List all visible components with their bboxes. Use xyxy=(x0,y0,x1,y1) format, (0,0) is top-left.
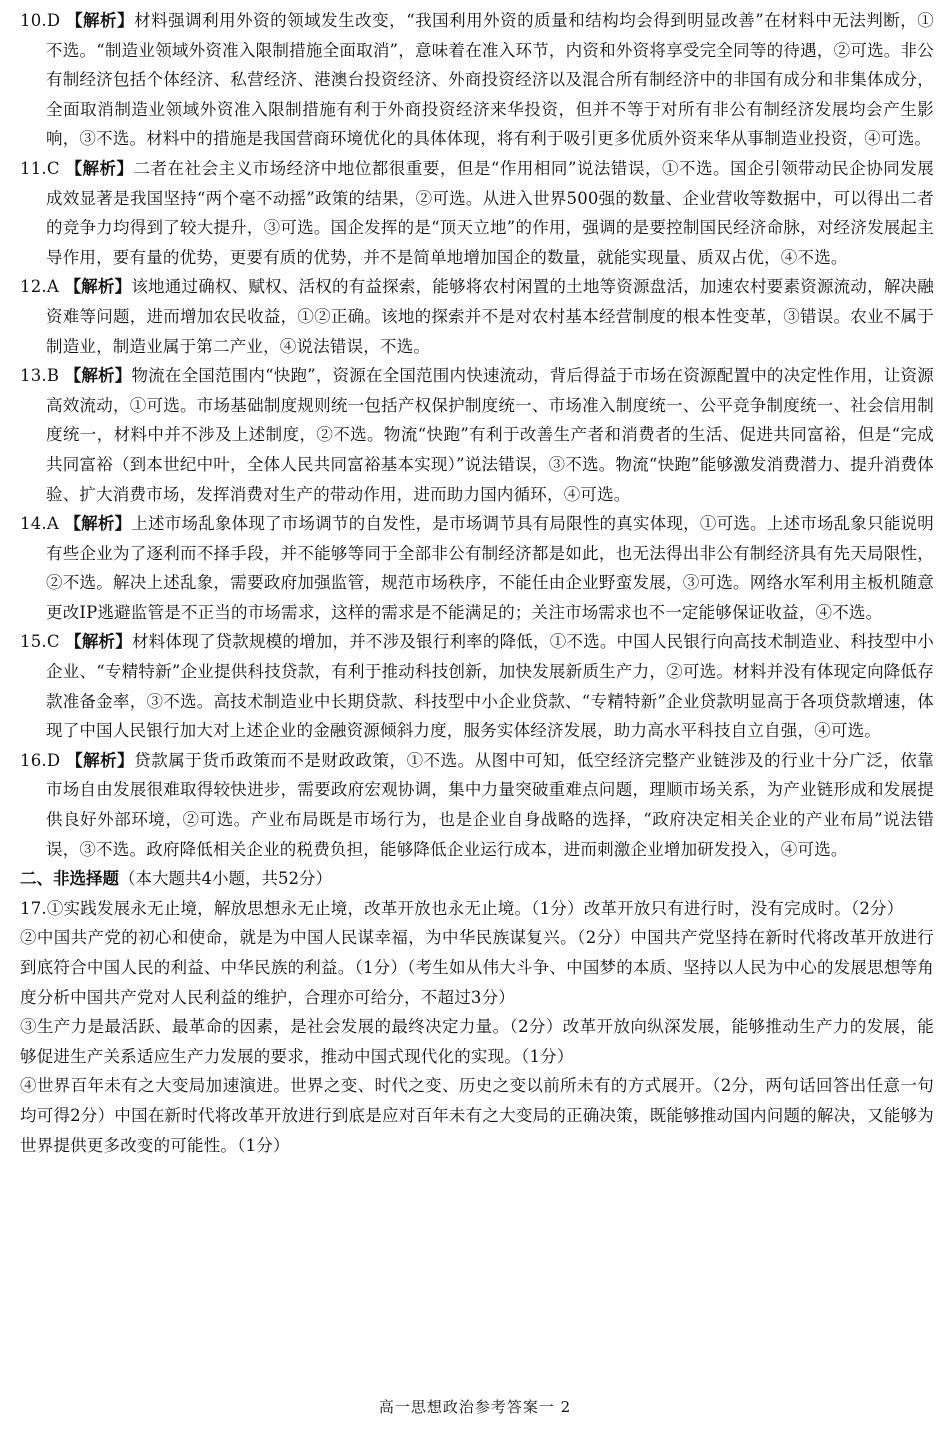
analysis-tag: 【解析】 xyxy=(64,366,132,386)
answer-item-11 xyxy=(20,154,934,272)
section-title: 二、非选择题 xyxy=(20,869,119,889)
q17-paragraph-1: 17.①实践发展永无止境，解放思想永无止境，改革开放也永无止境。（1分）改革开放只有进行时，没有完成时。（2分） xyxy=(20,898,904,918)
answer-number: 11.C xyxy=(20,158,60,178)
analysis-tag: 【解析】 xyxy=(64,514,132,534)
q17-paragraph-3: ③生产力是最活跃、最革命的因素，是社会发展的最终决定力量。（2分）改革开放向纵深发展，能够推动生产力的发展，能够促进生产关系适应生产力发展的要求，推动中国式现代化的实现。（1分） xyxy=(20,1017,934,1066)
answer-text: 物流在全国范围内“快跑”，资源在全国范围内快速流动，背后得益于市场在资源配置中的决定性作用，让资源高效流动，①可选。市场基础制度规则统一包括产权保护制度统一、市场准入制度统一、公平竞争制度统一、社会信用制度统一，材料中并不涉及上述制度，②不选。物流“快跑”有利于改善生产者和消费者的生活、促进共同富裕，但是“完成共同富裕（到本世纪中叶，全体人民共同富裕基本实现）”说法错误，③不选。物流“快跑”能够激发消费潜力、提升消费体验、扩大消费市场，发挥消费对生产的带动作用，进而助力国内循环，④可选。 xyxy=(46,366,934,504)
analysis-tag: 【解析】 xyxy=(65,158,134,178)
answer-number: 13.B xyxy=(20,366,60,386)
answer-number: 10.D xyxy=(20,11,61,30)
answer-item-14 xyxy=(20,509,934,627)
q17-paragraph-4: ④世界百年未有之大变局加速演进。世界之变、时代之变、历史之变以前所未有的方式展开。（2分，两句话回答出任意一句均可得2分）中国在新时代将改革开放进行到底是应对百年未有之大变局的正确决策，既能够推动国内问题的解决，又能够为世界提供更多改变的可能性。（1分） xyxy=(20,1076,934,1155)
analysis-tag: 【解析】 xyxy=(65,632,132,652)
answer-text: 材料强调利用外资的领域发生改变，“我国利用外资的质量和结构均会得到明显改善”在材料中无法判断，①不选。“制造业领域外资准入限制措施全面取消”，意味着在准入环节，内资和外资将享受完全同等的待遇，②可选。非公有制经济包括个体经济、私营经济、港澳台投资经济、外商投资经济以及混合所有制经济中的非国有成分和非集体成分，全面取消制造业领域外资准入限制措施有利于外商投资经济来华投资，但并不等于对所有非公有制经济发展均会产生影响，③不选。材料中的措施是我国营商环境优化的具体体现，将有利于吸引更多优质外资来华从事制造业投资，④可选。 xyxy=(46,11,934,149)
answer-text: 二者在社会主义市场经济中地位都很重要，但是“作用相同”说法错误，①不选。国企引领带动民企协同发展成效显著是我国坚持“两个毫不动摇”政策的结果，②可选。从进入世界500强的数量、企业营收等数据中，可以得出二者的竞争力均得到了较大提升，③可选。国企发挥的是“顶天立地”的作用，强调的是要控制国民经济命脉，对经济发展起主导作用，要有量的优势，更要有质的优势，并不是简单地增加国企的数量，就能实现量、质双占优，④不选。 xyxy=(46,158,934,267)
answer-item-17 xyxy=(20,894,934,1160)
section-note: （本大题共4小题，共52分） xyxy=(119,869,332,889)
answer-item-12 xyxy=(20,272,934,361)
analysis-tag: 【解析】 xyxy=(64,277,132,297)
analysis-tag: 【解析】 xyxy=(66,750,135,770)
answer-text: 该地通过确权、赋权、活权的有益探索，能够将农村闲置的土地等资源盘活，加速农村要素资源流动，解决融资难等问题，进而增加农民收益，①②正确。该地的探索并不是对农村基本经营制度的根本性变革，③错误。农业不属于制造业，制造业属于第二产业，④说法错误，不选。 xyxy=(46,277,934,356)
answer-text: 上述市场乱象体现了市场调节的自发性，是市场调节具有局限性的真实体现，①可选。上述市场乱象只能说明有些企业为了逐利而不择手段，并不能够等同于全部非公有制经济都是如此，也无法得出非公有制经济具有先天局限性，②不选。解决上述乱象，需要政府加强监管，规范市场秩序，不能任由企业野蛮发展，③可选。网络水军利用主板机随意更改IP逃避监管是不正当的市场需求，这样的需求是不能满足的；关注市场需求也不一定能够保证收益，④不选。 xyxy=(46,514,934,622)
answer-item-10 xyxy=(20,6,934,154)
analysis-tag: 【解析】 xyxy=(66,11,135,30)
section-heading xyxy=(20,864,934,894)
answer-item-13 xyxy=(20,361,934,509)
answer-number: 12.A xyxy=(20,277,59,297)
answer-number: 15.C xyxy=(20,632,60,652)
q17-paragraph-2: ②中国共产党的初心和使命，就是为中国人民谋幸福，为中华民族谋复兴。（2分）中国共产党坚持在新时代将改革开放进行到底符合中国人民的利益、中华民族的利益。（1分）（考生如从伟大斗争、中国梦的本质、坚持以人民为中心的发展思想等角度分析中国共产党对人民利益的维护，合理亦可给分，不超过3分） xyxy=(20,928,934,1007)
answer-text: 材料体现了贷款规模的增加，并不涉及银行利率的降低，①不选。中国人民银行向高技术制造业、科技型中小企业、“专精特新”企业提供科技贷款，有利于推动科技创新，加快发展新质生产力，②可选。材料并没有体现定向降低存款准备金率，③不选。高技术制造业中长期贷款、科技型中小企业贷款、“专精特新”企业贷款明显高于各项贷款增速，体现了中国人民银行加大对上述企业的金融资源倾斜力度，服务实体经济发展，助力高水平科技自立自强，④可选。 xyxy=(46,632,934,741)
answer-text: 贷款属于货币政策而不是财政政策，①不选。从图中可知，低空经济完整产业链涉及的行业十分广泛，依靠市场自由发展很难取得较快进步，需要政府宏观协调，集中力量突破重难点问题，理顺市场关系，为产业链形成和发展提供良好外部环境，②可选。产业布局既是市场行为，也是企业自身战略的选择，“政府决定相关企业的产业布局”说法错误，③不选。政府降低相关企业的税费负担，能够降低企业运行成本，进而刺激企业增加研发投入，④可选。 xyxy=(46,750,934,859)
page-footer: 高一思想政治参考答案一 2 xyxy=(378,1398,572,1416)
answer-number: 16.D xyxy=(20,750,61,770)
answer-item-16 xyxy=(20,746,934,864)
answer-item-15 xyxy=(20,627,934,745)
answer-number: 14.A xyxy=(20,514,59,534)
